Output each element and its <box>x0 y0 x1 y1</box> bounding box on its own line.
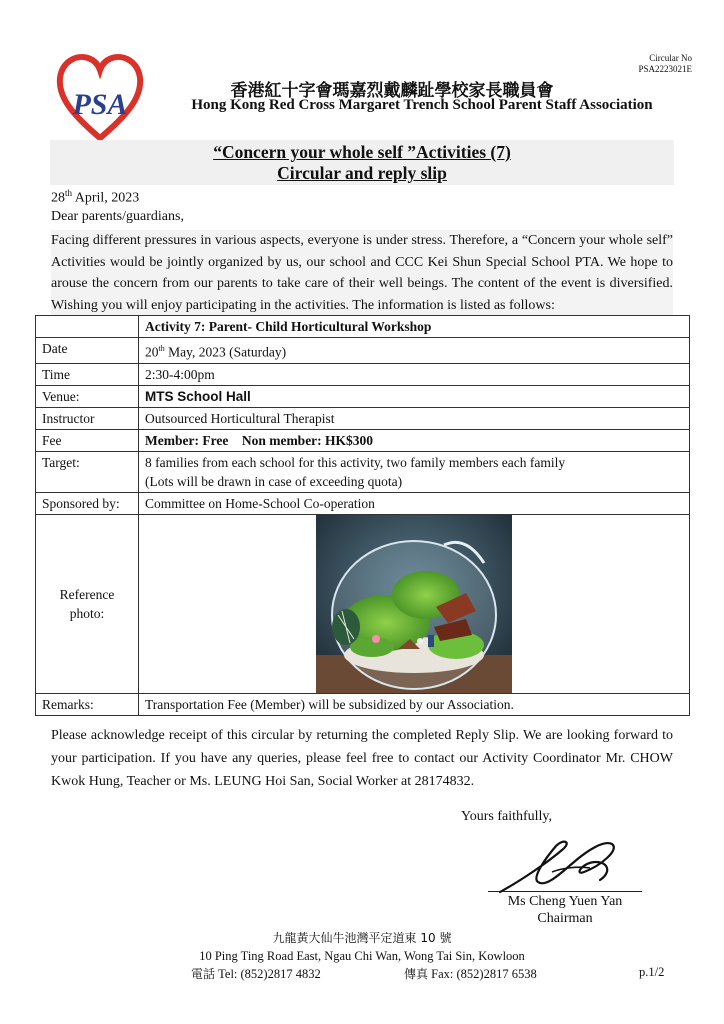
fax-zh: 傳真 <box>404 967 429 981</box>
circular-number <box>638 53 692 75</box>
instructor-value: Outsourced Horticultural Therapist <box>139 407 690 429</box>
time-value: 2:30-4:00pm <box>139 363 690 385</box>
photo-label <box>36 514 139 693</box>
closing-paragraph: Please acknowledge receipt of this circular by returning the completed Reply Slip. We are looking forward to your participation. If you have any queries, please feel free to contact our Activity Coordinator Mr. CHOW Kwok Hung, Teacher or Ms. LEUNG Hoi San, Social Worker at 28174832. <box>51 728 673 789</box>
target-label: Target: <box>36 451 139 492</box>
table-row <box>36 363 690 385</box>
terrarium-photo <box>316 515 512 693</box>
target-value <box>139 451 690 492</box>
signer-block <box>470 893 660 927</box>
tel-zh: 電話 <box>191 967 216 981</box>
tel-number: Tel: (852)2817 4832 <box>215 967 321 981</box>
event-date-rest: May, 2023 (Saturday) <box>164 344 287 360</box>
sponsor-label: Sponsored by: <box>36 492 139 514</box>
table-row <box>36 514 690 693</box>
footer-fax <box>404 965 537 982</box>
date-value <box>139 338 690 364</box>
instructor-label: Instructor <box>36 407 139 429</box>
signature-line <box>488 891 642 892</box>
valediction: Yours faithfully, <box>461 809 553 824</box>
venue-value: MTS School Hall <box>139 385 690 407</box>
svg-text:PSA: PSA <box>72 88 128 121</box>
letter-date <box>51 188 139 207</box>
event-day: 20 <box>145 344 159 360</box>
table-row <box>36 338 690 364</box>
title-line-1: “Concern your whole self ”Activities (7) <box>213 142 511 162</box>
target-line-1: 8 families from each school for this activity, two family members each family <box>145 454 566 470</box>
footer-address <box>0 929 724 965</box>
signer-name: Ms Cheng Yuen Yan <box>507 894 623 909</box>
target-line-2: (Lots will be drawn in case of exceeding quota) <box>145 473 403 489</box>
sponsor-value: Committee on Home-School Co-operation <box>139 492 690 514</box>
date-label: Date <box>36 338 139 364</box>
table-row <box>36 492 690 514</box>
footer-tel <box>191 965 321 982</box>
org-name-english: Hong Kong Red Cross Margaret Trench School Parent Staff Association <box>191 97 653 113</box>
org-name-chinese: 香港紅十字會瑪嘉烈戴麟趾學校家長職員會 <box>230 81 554 101</box>
greeting: Dear parents/guardians, <box>51 209 184 224</box>
activity-info-table <box>35 315 690 716</box>
remarks-label: Remarks: <box>36 693 139 715</box>
table-row <box>36 407 690 429</box>
table-row <box>36 451 690 492</box>
date-rest: April, 2023 <box>72 190 140 206</box>
table-row <box>36 693 690 715</box>
title-line-2: Circular and reply slip <box>277 163 447 183</box>
fee-label: Fee <box>36 429 139 451</box>
signer-title: Chairman <box>537 911 593 926</box>
address-chinese: 九龍黃大仙牛池灣平定道東 10 號 <box>272 931 452 945</box>
address-english: 10 Ping Ting Road East, Ngau Chi Wan, Wong Tai Sin, Kowloon <box>199 949 525 963</box>
fee-value: Member: Free Non member: HK$300 <box>139 429 690 451</box>
date-day: 28 <box>51 190 65 206</box>
remarks-value: Transportation Fee (Member) will be subsidized by our Association. <box>139 693 690 715</box>
signature-image <box>492 832 622 898</box>
photo-label-line-1: Reference <box>59 586 115 602</box>
date-suffix: th <box>65 188 73 198</box>
page-number: p.1/2 <box>639 965 665 979</box>
intro-paragraph: Facing different pressures in various aspects, everyone is under stress. Therefore, a “Concern your whole self” Activities would be jointly organized by us, our school and CCC Kei Shun Special School PTA. We hope to arouse the concern from our parents to take care of their well beings. The content of the event is diversified. Wishing you will enjoy participating in the activities. The information is listed as follows: <box>51 230 673 316</box>
time-label: Time <box>36 363 139 385</box>
table-row <box>36 429 690 451</box>
table-row <box>36 316 690 338</box>
photo-cell <box>139 514 690 693</box>
event-day-suffix: th <box>158 344 165 353</box>
circular-code: PSA2223021E <box>638 64 692 74</box>
circular-title <box>50 140 674 185</box>
venue-label: Venue: <box>36 385 139 407</box>
photo-label-line-2: photo: <box>69 605 105 621</box>
fax-number: Fax: (852)2817 6538 <box>428 967 537 981</box>
table-row <box>36 385 690 407</box>
activity-title: Activity 7: Parent- Child Horticultural Workshop <box>139 316 690 338</box>
circular-label: Circular No <box>649 53 692 63</box>
